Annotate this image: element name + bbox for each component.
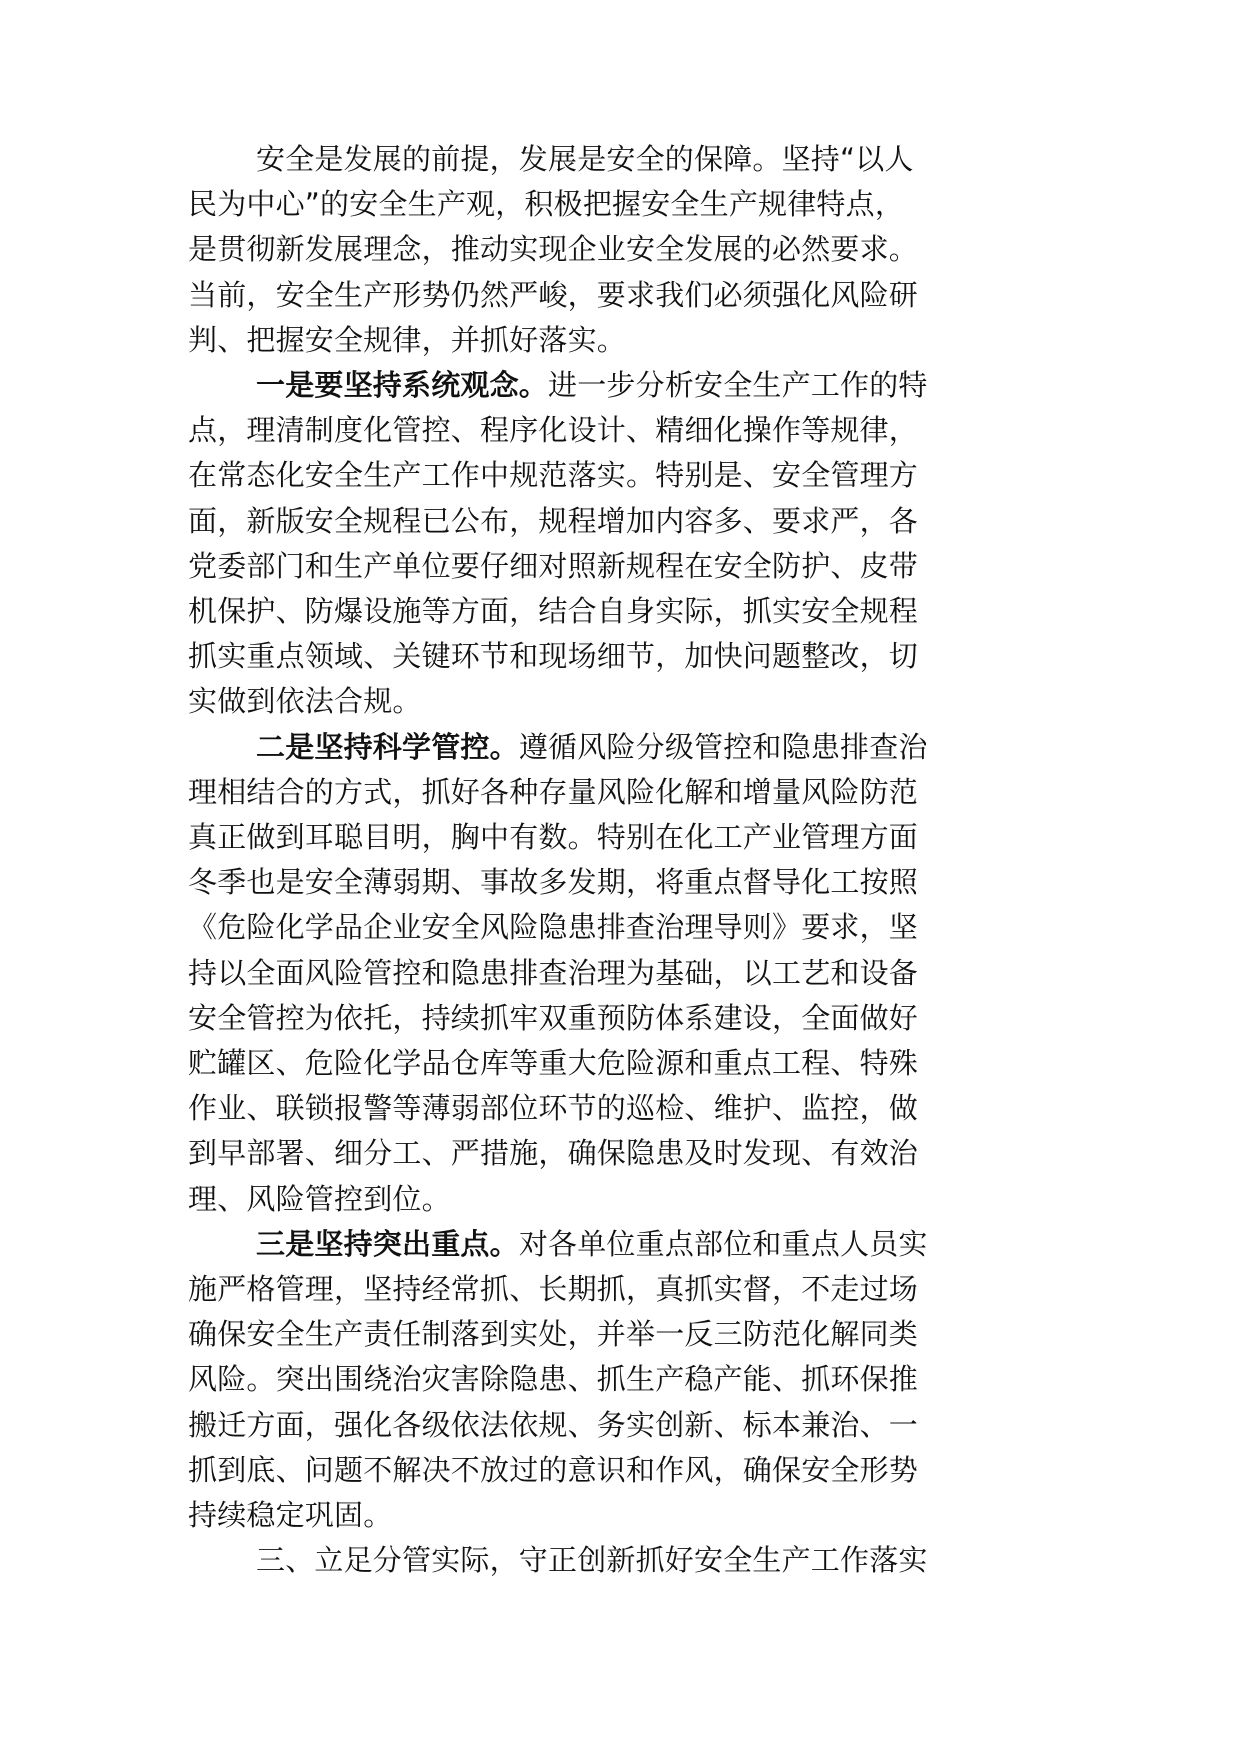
text-line [188,1041,918,1085]
line-text: 面，新版安全规程已公布，规程增加内容多、要求严，各 [188,503,919,538]
line-text: 贮罐区、危险化学品仓库等重大危险源和重点工程、特殊 [188,1046,919,1080]
paragraph-heading: 三是坚持突出重点。 [256,1226,519,1261]
text-line [188,1267,918,1311]
line-text: 持续稳定巩固。 [188,1498,393,1532]
text-line [188,770,918,814]
text-line [188,1448,918,1492]
text-line [188,1131,918,1175]
line-text: 安全管控为依托，持续抓牢双重预防体系建设，全面做好 [188,1000,919,1035]
paragraph-heading: 一是要坚持系统观念。 [256,368,549,402]
line-text: 作业、联锁报警等薄弱部位环节的巡检、维护、监控，做 [188,1091,919,1126]
line-text: 实做到依法合规。 [188,684,422,719]
text-line [188,860,918,904]
text-line [188,905,918,949]
line-text: 抓到底、问题不解决不放过的意识和作风，确保安全形势 [188,1452,919,1487]
text-line [188,1086,918,1130]
line-text: 施严格管理，坚持经常抓、长期抓，真抓实督，不走过场 [188,1272,919,1306]
line-text: 当前，安全生产形势仍然严峻，要求我们必须强化风险研 [188,277,919,312]
text-line [188,182,904,226]
line-text: 党委部门和生产单位要仔细对照新规程在安全防护、皮带 [188,548,919,583]
text-line [188,453,918,497]
text-line [188,544,918,588]
text-line [188,815,918,859]
line-text: 是贯彻新发展理念，推动实现企业安全发展的必然要求。 [188,232,919,267]
text-line [188,1493,392,1537]
line-text: 遵循风险分级管控和隐患排查治 [518,729,928,764]
line-text: 《危险化学品企业安全风险隐患排查治理导则》要求，坚 [188,910,919,945]
text-line [256,725,928,769]
line-text: 持以全面风险管控和隐患排查治理为基础，以工艺和设备 [188,955,919,990]
text-line [188,1403,918,1447]
line-text: 真正做到耳聪目明，胸中有数。特别在化工产业管理方面 [188,820,919,854]
text-line [188,951,918,995]
line-text: 点，理清制度化管控、程序化设计、精细化操作等规律， [188,413,919,448]
line-text: 对各单位重点部位和重点人员实 [518,1226,928,1261]
line-text: 到早部署、细分工、严措施，确保隐患及时发现、有效治 [188,1136,919,1171]
line-text: 理、风险管控到位。 [188,1181,451,1216]
text-line [188,996,918,1040]
line-text: 冬季也是安全薄弱期、事故多发期，将重点督导化工按照 [188,865,919,900]
text-line [188,227,918,271]
line-text: 民为中心”的安全生产观，积极把握安全生产规律特点， [188,187,905,222]
text-line [188,1357,918,1401]
text-line [188,589,918,633]
text-line [256,137,914,181]
line-text: 机保护、防爆设施等方面，结合自身实际，抓实安全规程 [188,594,919,628]
text-line [188,273,918,317]
line-text: 风险。突出围绕治灾害除隐患、抓生产稳产能、抓环保推 [188,1362,919,1397]
text-line [188,318,626,362]
text-line [188,408,918,452]
line-text: 确保安全生产责任制落到实处，并举一反三防范化解同类 [188,1317,919,1352]
line-text: 在常态化安全生产工作中规范落实。特别是、安全管理方 [188,458,919,493]
text-line [188,679,422,723]
text-line [188,499,918,543]
paragraph-heading: 二是坚持科学管控。 [256,729,519,764]
line-text: 搬迁方面，强化各级依法依规、务实创新、标本兼治、一 [188,1407,919,1442]
text-line [188,1312,918,1356]
text-line [256,1222,928,1266]
line-text: 判、把握安全规律，并抓好落实。 [188,322,627,357]
line-text: 安全是发展的前提，发展是安全的保障。坚持“以人 [256,142,914,176]
line-text: 理相结合的方式，抓好各种存量风险化解和增量风险防范 [188,774,919,809]
line-text: 三、立足分管实际，守正创新抓好安全生产工作落实 [256,1543,928,1578]
text-line [188,1177,451,1221]
text-line [256,363,928,407]
line-text: 抓实重点领域、关键环节和现场细节，加快问题整改，切 [188,639,919,674]
text-line [256,1538,928,1582]
line-text: 进一步分析安全生产工作的特 [548,368,928,402]
text-line [188,634,918,678]
